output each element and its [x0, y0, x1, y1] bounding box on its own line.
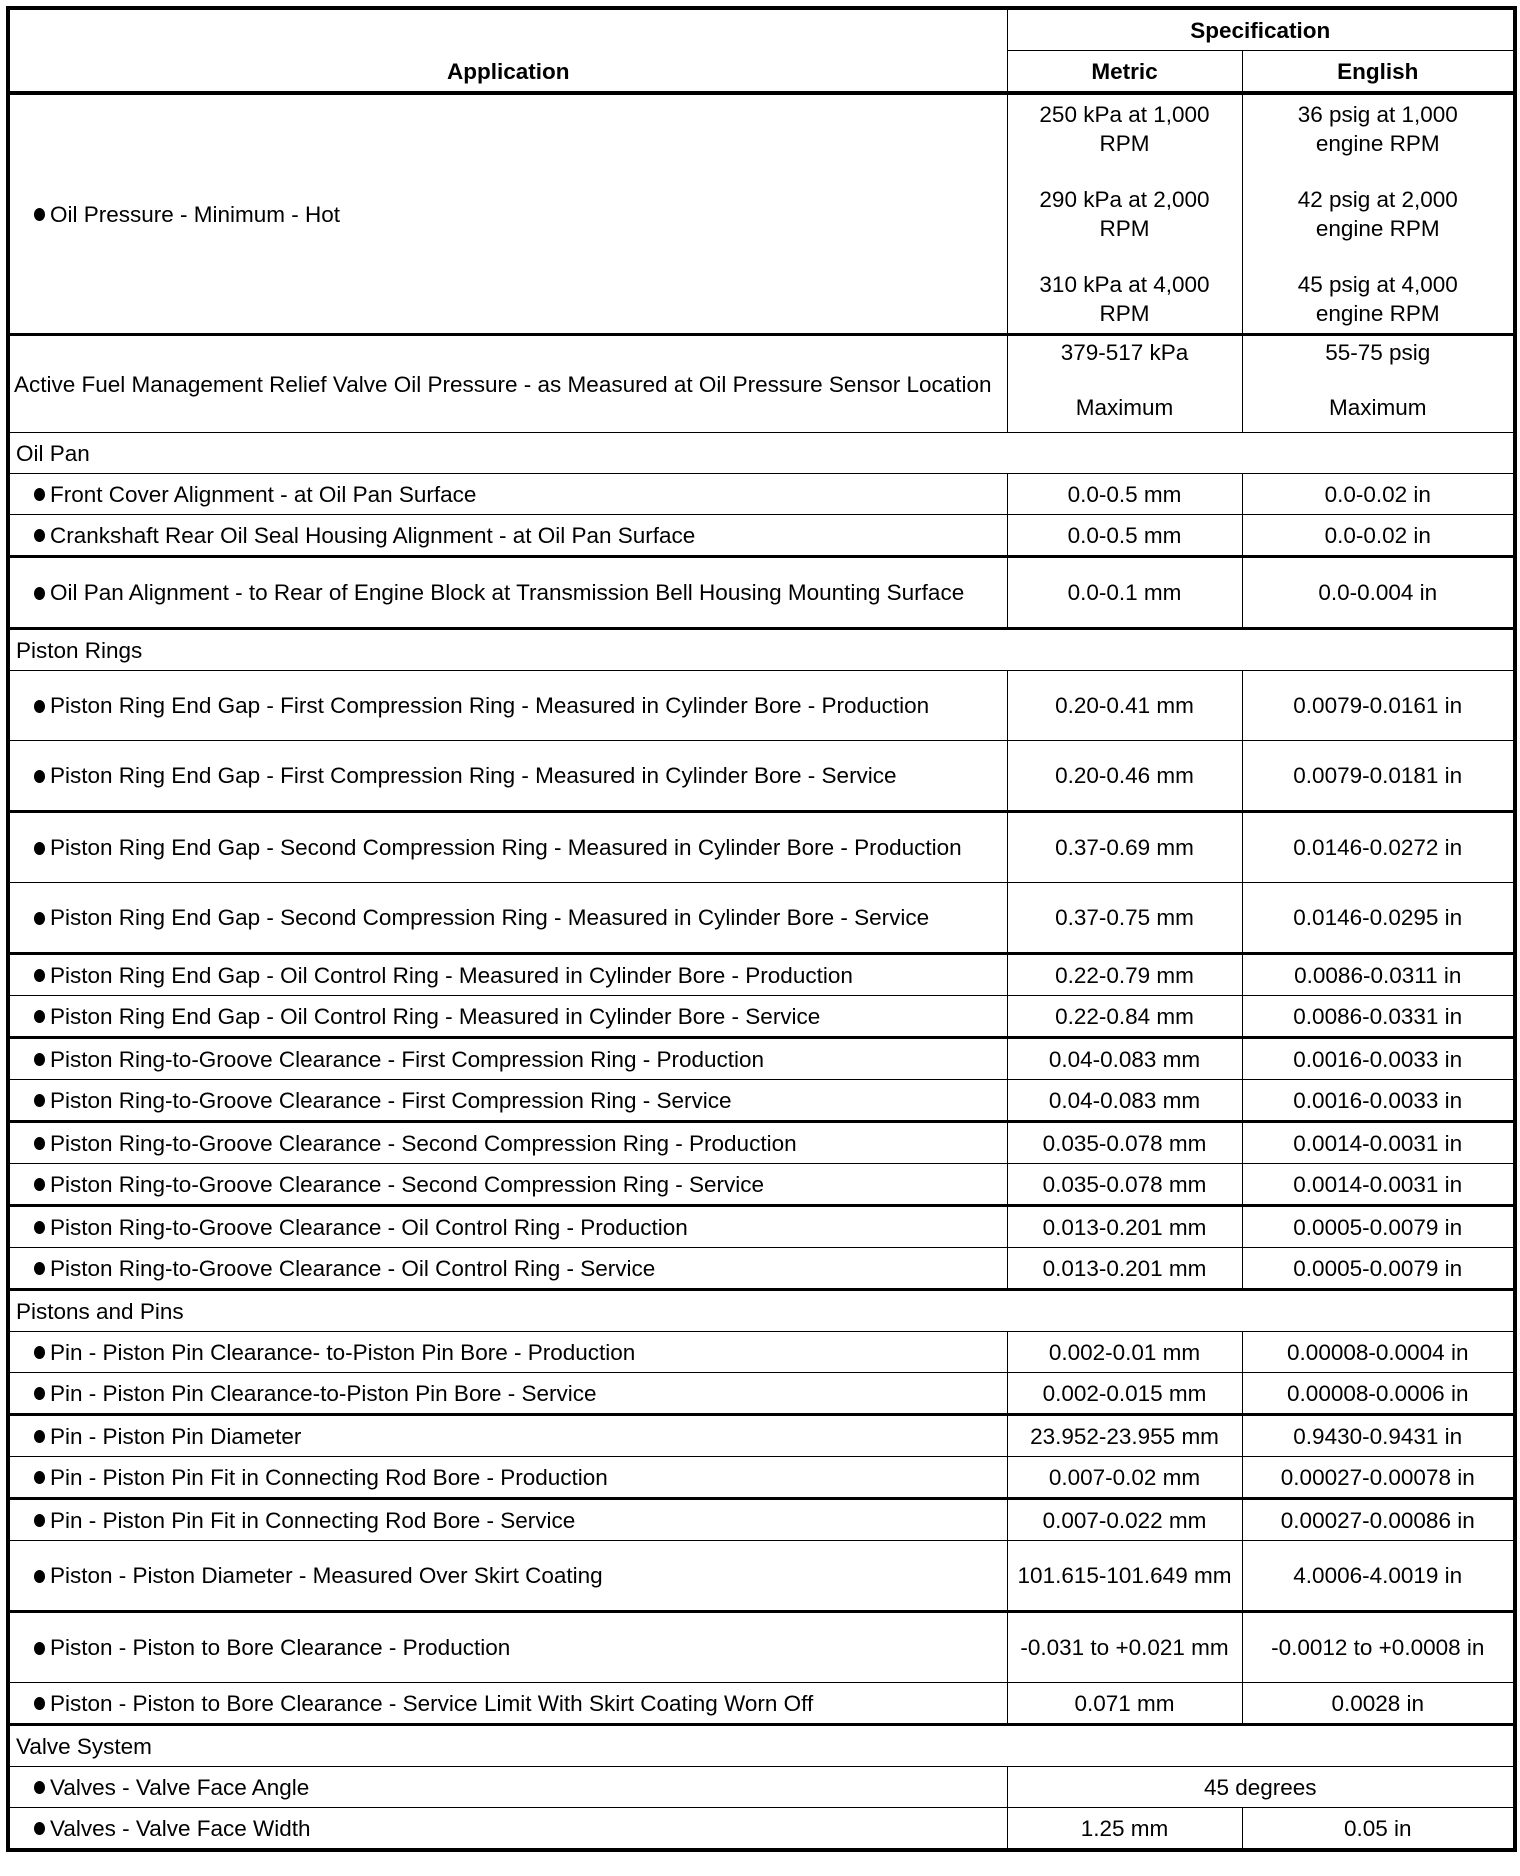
row-metric	[1007, 335, 1242, 433]
section-title: Oil Pan	[8, 433, 1515, 474]
row-english	[1242, 93, 1515, 335]
row-application-cell	[8, 1038, 1007, 1080]
row-english: 0.00008-0.0004 in	[1242, 1332, 1515, 1373]
row-application-cell	[8, 1248, 1007, 1290]
row-application-cell	[8, 1415, 1007, 1457]
row-metric: 1.25 mm	[1007, 1808, 1242, 1851]
row-application-cell	[8, 1808, 1007, 1851]
row-application: Pin - Piston Pin Fit in Connecting Rod Bore - Production	[50, 1464, 608, 1490]
row-application-cell	[8, 1164, 1007, 1206]
row-metric: 101.615-101.649 mm	[1007, 1541, 1242, 1612]
bullet-icon	[34, 1822, 45, 1835]
bullet-icon	[34, 1137, 45, 1150]
bullet-icon	[34, 912, 45, 925]
table-row	[8, 1499, 1515, 1541]
bullet-icon	[34, 587, 45, 600]
english-value: 55-75 psig	[1325, 340, 1431, 365]
bullet-icon	[34, 770, 45, 783]
table-row	[8, 1808, 1515, 1851]
row-application: Valves - Valve Face Angle	[50, 1774, 310, 1800]
english-line: engine RPM	[1315, 301, 1440, 326]
row-english: 0.0146-0.0295 in	[1242, 883, 1515, 954]
row-english: 0.0-0.02 in	[1242, 515, 1515, 557]
row-metric: 0.013-0.201 mm	[1007, 1206, 1242, 1248]
row-application: Piston Ring-to-Groove Clearance - Oil Control Ring - Service	[50, 1255, 656, 1281]
bullet-icon	[34, 969, 45, 982]
table-row-oil-pressure	[8, 93, 1515, 335]
metric-line: RPM	[1099, 301, 1150, 326]
row-metric: 0.22-0.84 mm	[1007, 996, 1242, 1038]
row-application-cell	[8, 883, 1007, 954]
row-metric: -0.031 to +0.021 mm	[1007, 1612, 1242, 1683]
header-specification: Specification	[1007, 8, 1515, 51]
row-application-cell	[8, 741, 1007, 812]
table-row	[8, 671, 1515, 741]
row-metric: 0.0-0.5 mm	[1007, 515, 1242, 557]
row-application-cell	[8, 1457, 1007, 1499]
bullet-icon	[34, 700, 45, 713]
row-application: Piston Ring End Gap - Second Compression Ring - Measured in Cylinder Bore - Service	[50, 905, 930, 930]
bullet-icon	[34, 1094, 45, 1107]
row-english: 0.0016-0.0033 in	[1242, 1038, 1515, 1080]
header-application: Application	[8, 8, 1007, 93]
table-row	[8, 1080, 1515, 1122]
header-metric: Metric	[1007, 51, 1242, 94]
table-row	[8, 1683, 1515, 1725]
table-row	[8, 1767, 1515, 1808]
row-application: Pin - Piston Pin Diameter	[50, 1423, 302, 1449]
row-metric: 0.0-0.1 mm	[1007, 557, 1242, 629]
table-row	[8, 1541, 1515, 1612]
table-row-afm	[8, 335, 1515, 433]
bullet-icon	[34, 488, 45, 501]
row-combined-value: 45 degrees	[1007, 1767, 1515, 1808]
row-application: Front Cover Alignment - at Oil Pan Surface	[50, 481, 477, 507]
row-english: 0.0086-0.0311 in	[1242, 954, 1515, 996]
row-application: Piston Ring End Gap - First Compression Ring - Measured in Cylinder Bore - Service	[50, 763, 897, 788]
row-metric: 0.20-0.46 mm	[1007, 741, 1242, 812]
row-english: 0.00008-0.0006 in	[1242, 1373, 1515, 1415]
row-english: 0.00027-0.00078 in	[1242, 1457, 1515, 1499]
row-english: 0.0016-0.0033 in	[1242, 1080, 1515, 1122]
english-line: 42 psig at 2,000	[1297, 187, 1458, 212]
row-application: Piston - Piston Diameter - Measured Over Skirt Coating	[50, 1563, 603, 1588]
row-english: 0.0028 in	[1242, 1683, 1515, 1725]
row-english: 0.0079-0.0161 in	[1242, 671, 1515, 741]
row-english: 0.0146-0.0272 in	[1242, 812, 1515, 883]
row-application-cell	[8, 1767, 1007, 1808]
row-application: Oil Pressure - Minimum - Hot	[50, 201, 341, 227]
row-application-cell	[8, 1683, 1007, 1725]
table-row	[8, 1122, 1515, 1164]
table-row	[8, 1206, 1515, 1248]
row-application-cell	[8, 1541, 1007, 1612]
row-application-cell	[8, 812, 1007, 883]
section-row	[8, 629, 1515, 671]
table-row	[8, 996, 1515, 1038]
metric-line: 310 kPa at 4,000	[1039, 272, 1210, 297]
bullet-icon	[34, 1387, 45, 1400]
row-application: Piston Ring End Gap - Oil Control Ring - Measured in Cylinder Bore - Production	[50, 962, 853, 988]
row-application-cell	[8, 474, 1007, 515]
bullet-icon	[34, 1178, 45, 1191]
english-note: Maximum	[1329, 395, 1427, 420]
table-row	[8, 474, 1515, 515]
english-line: 36 psig at 1,000	[1297, 102, 1458, 127]
bullet-icon	[34, 1053, 45, 1066]
bullet-icon	[34, 1262, 45, 1275]
section-row	[8, 1290, 1515, 1332]
row-metric	[1007, 93, 1242, 335]
bullet-icon	[34, 1221, 45, 1234]
table-row	[8, 557, 1515, 629]
section-title: Piston Rings	[8, 629, 1515, 671]
bullet-icon	[34, 1346, 45, 1359]
table-row	[8, 1457, 1515, 1499]
bullet-icon	[34, 1781, 45, 1794]
row-application: Piston Ring-to-Groove Clearance - Second Compression Ring - Production	[50, 1130, 797, 1156]
bullet-icon	[34, 529, 45, 542]
row-metric: 0.002-0.01 mm	[1007, 1332, 1242, 1373]
bullet-icon	[34, 1010, 45, 1023]
table-row	[8, 741, 1515, 812]
row-application: Valves - Valve Face Width	[50, 1815, 311, 1841]
table-row	[8, 954, 1515, 996]
row-application-cell	[8, 557, 1007, 629]
row-metric: 0.20-0.41 mm	[1007, 671, 1242, 741]
metric-line: 290 kPa at 2,000	[1039, 187, 1210, 212]
bullet-icon	[34, 1697, 45, 1710]
bullet-icon	[34, 208, 45, 221]
row-application-cell	[8, 1206, 1007, 1248]
row-application: Piston Ring End Gap - Oil Control Ring - Measured in Cylinder Bore - Service	[50, 1003, 821, 1029]
row-application: Piston Ring End Gap - First Compression Ring - Measured in Cylinder Bore - Production	[50, 693, 930, 718]
section-row	[8, 1725, 1515, 1767]
metric-line: RPM	[1099, 216, 1150, 241]
row-application: Piston Ring-to-Groove Clearance - Oil Control Ring - Production	[50, 1214, 688, 1240]
row-english: 0.9430-0.9431 in	[1242, 1415, 1515, 1457]
row-metric: 0.035-0.078 mm	[1007, 1122, 1242, 1164]
row-metric: 0.37-0.69 mm	[1007, 812, 1242, 883]
bullet-icon	[34, 1570, 45, 1583]
row-metric: 0.37-0.75 mm	[1007, 883, 1242, 954]
row-application-cell	[8, 1499, 1007, 1541]
row-english: 0.0079-0.0181 in	[1242, 741, 1515, 812]
row-metric: 0.22-0.79 mm	[1007, 954, 1242, 996]
table-row	[8, 1038, 1515, 1080]
section-row	[8, 433, 1515, 474]
table-row	[8, 1612, 1515, 1683]
row-application-cell	[8, 1373, 1007, 1415]
section-title: Valve System	[8, 1725, 1515, 1767]
bullet-icon	[34, 1514, 45, 1527]
row-metric: 0.007-0.022 mm	[1007, 1499, 1242, 1541]
row-application: Pin - Piston Pin Clearance-to-Piston Pin Bore - Service	[50, 1380, 597, 1406]
table-row	[8, 1248, 1515, 1290]
row-english: 0.0005-0.0079 in	[1242, 1206, 1515, 1248]
row-metric: 23.952-23.955 mm	[1007, 1415, 1242, 1457]
bullet-icon	[34, 842, 45, 855]
specification-table	[6, 6, 1517, 1852]
row-application: Crankshaft Rear Oil Seal Housing Alignment - at Oil Pan Surface	[50, 522, 696, 548]
metric-note: Maximum	[1075, 395, 1174, 420]
row-metric: 0.035-0.078 mm	[1007, 1164, 1242, 1206]
row-english: 4.0006-4.0019 in	[1242, 1541, 1515, 1612]
english-line: 45 psig at 4,000	[1297, 272, 1458, 297]
table-row	[8, 1164, 1515, 1206]
row-application: Piston Ring-to-Groove Clearance - First Compression Ring - Service	[50, 1087, 732, 1113]
row-english: 0.0-0.004 in	[1242, 557, 1515, 629]
row-application: Piston - Piston to Bore Clearance - Production	[50, 1635, 511, 1660]
section-title: Pistons and Pins	[8, 1290, 1515, 1332]
row-application: Oil Pan Alignment - to Rear of Engine Block at Transmission Bell Housing Mounting Surface	[50, 580, 965, 605]
row-metric: 0.007-0.02 mm	[1007, 1457, 1242, 1499]
english-line: engine RPM	[1315, 216, 1440, 241]
row-english: 0.0005-0.0079 in	[1242, 1248, 1515, 1290]
row-metric: 0.013-0.201 mm	[1007, 1248, 1242, 1290]
row-application: Piston Ring-to-Groove Clearance - First Compression Ring - Production	[50, 1046, 765, 1072]
row-english: -0.0012 to +0.0008 in	[1242, 1612, 1515, 1683]
row-application: Piston - Piston to Bore Clearance - Service Limit With Skirt Coating Worn Off	[50, 1690, 814, 1716]
bullet-icon	[34, 1430, 45, 1443]
header-english: English	[1242, 51, 1515, 94]
row-application-cell	[8, 1332, 1007, 1373]
row-english: 0.0014-0.0031 in	[1242, 1122, 1515, 1164]
row-metric: 0.0-0.5 mm	[1007, 474, 1242, 515]
row-application: Piston Ring-to-Groove Clearance - Second Compression Ring - Service	[50, 1171, 765, 1197]
row-metric: 0.04-0.083 mm	[1007, 1080, 1242, 1122]
row-application-cell	[8, 1122, 1007, 1164]
row-application-cell	[8, 996, 1007, 1038]
row-english: 0.05 in	[1242, 1808, 1515, 1851]
metric-line: RPM	[1099, 131, 1150, 156]
table-row	[8, 1332, 1515, 1373]
metric-line: 250 kPa at 1,000	[1039, 102, 1210, 127]
row-application: Active Fuel Management Relief Valve Oil Pressure - as Measured at Oil Pressure Sensor Location	[8, 335, 1007, 433]
row-english	[1242, 335, 1515, 433]
row-application-cell	[8, 954, 1007, 996]
metric-value: 379-517 kPa	[1060, 340, 1189, 365]
row-application: Piston Ring End Gap - Second Compression Ring - Measured in Cylinder Bore - Production	[50, 835, 962, 860]
english-line: engine RPM	[1315, 131, 1440, 156]
row-english: 0.0086-0.0331 in	[1242, 996, 1515, 1038]
table-row	[8, 1415, 1515, 1457]
bullet-icon	[34, 1642, 45, 1655]
bullet-icon	[34, 1471, 45, 1484]
table-row	[8, 883, 1515, 954]
row-metric: 0.002-0.015 mm	[1007, 1373, 1242, 1415]
table-row	[8, 515, 1515, 557]
row-application: Pin - Piston Pin Fit in Connecting Rod Bore - Service	[50, 1507, 576, 1533]
row-application: Pin - Piston Pin Clearance- to-Piston Pin Bore - Production	[50, 1339, 636, 1365]
table-row	[8, 1373, 1515, 1415]
row-english: 0.0-0.02 in	[1242, 474, 1515, 515]
table-row	[8, 812, 1515, 883]
row-application-cell	[8, 1612, 1007, 1683]
row-metric: 0.04-0.083 mm	[1007, 1038, 1242, 1080]
row-metric: 0.071 mm	[1007, 1683, 1242, 1725]
row-application-cell	[8, 671, 1007, 741]
row-application-cell	[8, 1080, 1007, 1122]
row-application-cell	[8, 515, 1007, 557]
row-english: 0.0014-0.0031 in	[1242, 1164, 1515, 1206]
row-english: 0.00027-0.00086 in	[1242, 1499, 1515, 1541]
